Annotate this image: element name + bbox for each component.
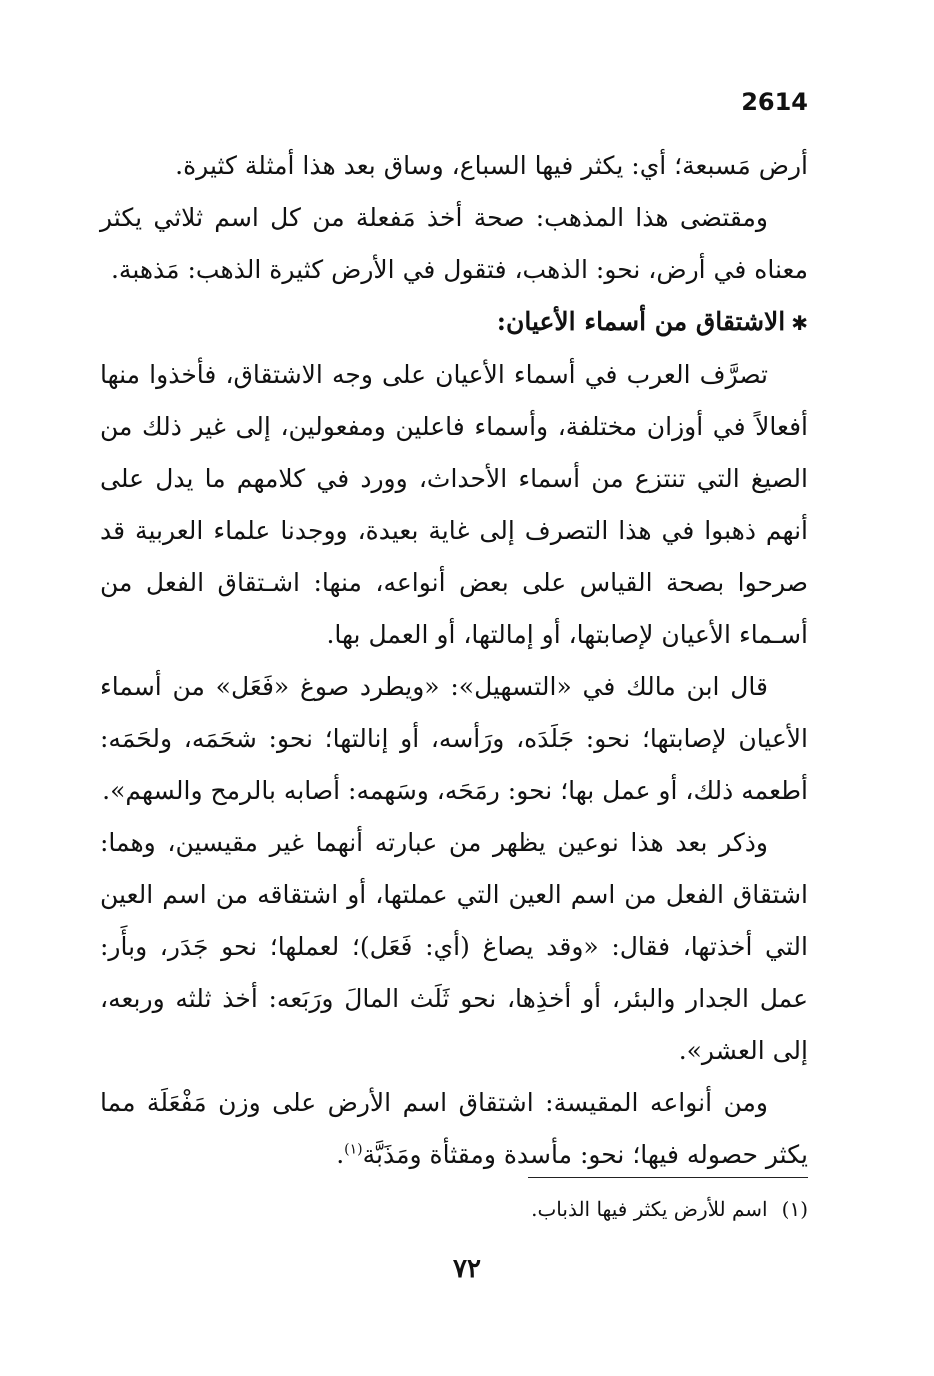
- asterisk-icon: ✱: [791, 311, 808, 335]
- main-text: [100, 140, 808, 1181]
- paragraph-6-end: .: [336, 1140, 345, 1169]
- footnote-number: (١): [781, 1197, 808, 1221]
- footnote-text: اسم للأرض يكثر فيها الذباب.: [531, 1197, 768, 1221]
- paragraph-3: تصرَّف العرب في أسماء الأعيان على وجه الاشتقاق، فأخذوا منها أفعالاً في أوزان مختلفة، وأسماء فاعلين ومفعولين، إلى غير ذلك من الصيغ التي تنتزع من أسماء الأحداث، وورد في كلامهم ما يدل على أنهم ذهبوا في هذا التصرف إلى غاية بعيدة، ووجدنا علماء العربية قد صرحوا بصحة القياس على بعض أنواعه، منها: اشـتقاق الفعل من أسـماء الأعيان لإصابتها، أو إمالتها، أو العمل بها.: [100, 360, 808, 649]
- footnote-separator: [528, 1177, 808, 1178]
- paragraph-6: [100, 1077, 808, 1181]
- folio-number: 2614: [741, 88, 808, 116]
- page-number: ٧٢: [453, 1254, 481, 1284]
- section-heading-text: الاشتقاق من أسماء الأعيان:: [496, 307, 786, 336]
- paragraph-4: قال ابن مالك في «التسهيل»: «ويطرد صوغ «فَعَل» من أسماء الأعيان لإصابتها؛ نحو: جَلَدَه، ورَأسه، أو إنالتها؛ نحو: شحَمَه، ولحَمَه: أطعمه ذلك، أو عمل بها؛ نحو: رمَحَه، وسَهمه: أصابه بالرمح والسهم».: [100, 672, 808, 805]
- paragraph-2: ومقتضى هذا المذهب: صحة أخذ مَفعلة من كل اسم ثلاثي يكثر معناه في أرض، نحو: الذهب، فتقول في الأرض كثيرة الذهب: مَذهبة.: [100, 203, 808, 284]
- footnote-reference[interactable]: (١): [344, 1141, 363, 1158]
- section-heading: [100, 296, 808, 349]
- paragraph-1: أرض مَسبعة؛ أي: يكثر فيها السباع، وساق بعد هذا أمثلة كثيرة.: [175, 151, 808, 180]
- paragraph-6-text: ومن أنواعه المقيسة: اشتقاق اسم الأرض على وزن مَفْعَلَة مما يكثر حصوله فيها؛ نحو: مأسدة ومقثأة ومَذَبَّة: [100, 1088, 808, 1169]
- paragraph-5: وذكر بعد هذا نوعين يظهر من عبارته أنهما غير مقيسين، وهما: اشتقاق الفعل من اسم العين التي عملتها، أو اشتقاقه من اسم العين التي أخذتها، فقال: «وقد يصاغ (أي: فَعَل)؛ لعملها؛ نحو جَدَر، وبأَر: عمل الجدار والبئر، أو أخذِها، نحو ثَلَث المالَ ورَبَعه: أخذ ثلثه وربعه، إلى العشر».: [100, 828, 808, 1065]
- footnote: [531, 1194, 808, 1224]
